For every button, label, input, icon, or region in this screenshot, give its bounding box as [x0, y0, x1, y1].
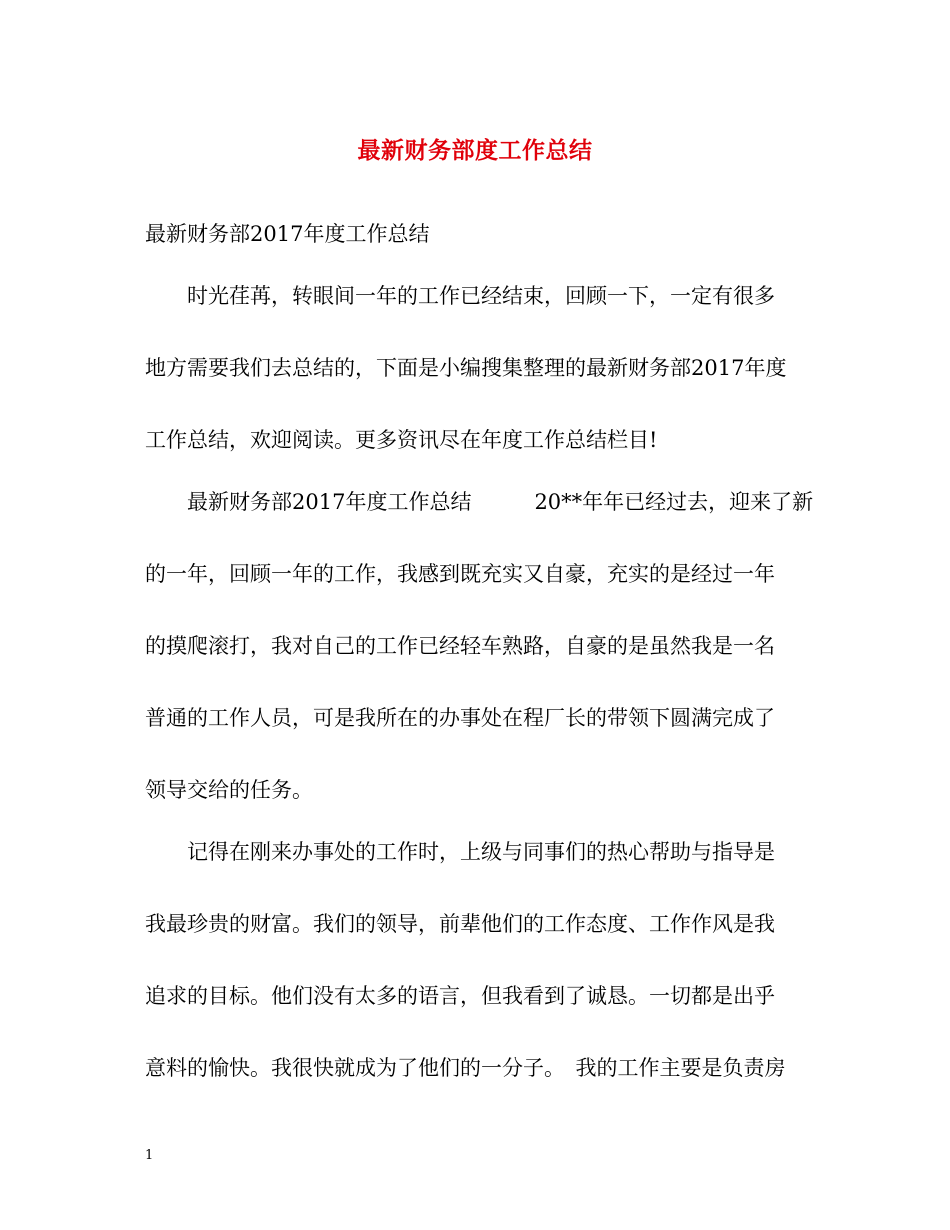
text-line: 最新财务部2017年度工作总结 — [145, 222, 430, 246]
text-line: 领导交给的任务。 — [145, 778, 313, 802]
page-number: 1 — [145, 1148, 154, 1163]
text-line: 记得在刚来办事处的工作时，上级与同事们的热心帮助与指导是 — [145, 840, 775, 864]
text-line: 意料的愉快。我很快就成为了他们的一分子。 我的工作主要是负责房 — [145, 1056, 786, 1080]
text-line: 普通的工作人员，可是我所在的办事处在程厂长的带领下圆满完成了 — [145, 706, 775, 730]
document-title: 最新财务部度工作总结 — [357, 137, 593, 164]
text-line: 时光荏苒，转眼间一年的工作已经结束，回顾一下，一定有很多 — [145, 284, 775, 308]
text-line: 最新财务部2017年度工作总结 20**年年已经过去，迎来了新 — [145, 490, 814, 514]
text-line: 追求的目标。他们没有太多的语言，但我看到了诚恳。一切都是出乎 — [145, 984, 775, 1008]
text-line: 的摸爬滚打，我对自己的工作已经轻车熟路，自豪的是虽然我是一名 — [145, 634, 775, 658]
text-line: 地方需要我们去总结的，下面是小编搜集整理的最新财务部2017年度 — [145, 356, 787, 380]
text-line: 工作总结，欢迎阅读。更多资讯尽在年度工作总结栏目! — [145, 428, 658, 452]
text-line: 的一年，回顾一年的工作，我感到既充实又自豪，充实的是经过一年 — [145, 562, 775, 586]
text-line: 我最珍贵的财富。我们的领导，前辈他们的工作态度、工作作风是我 — [145, 912, 775, 936]
